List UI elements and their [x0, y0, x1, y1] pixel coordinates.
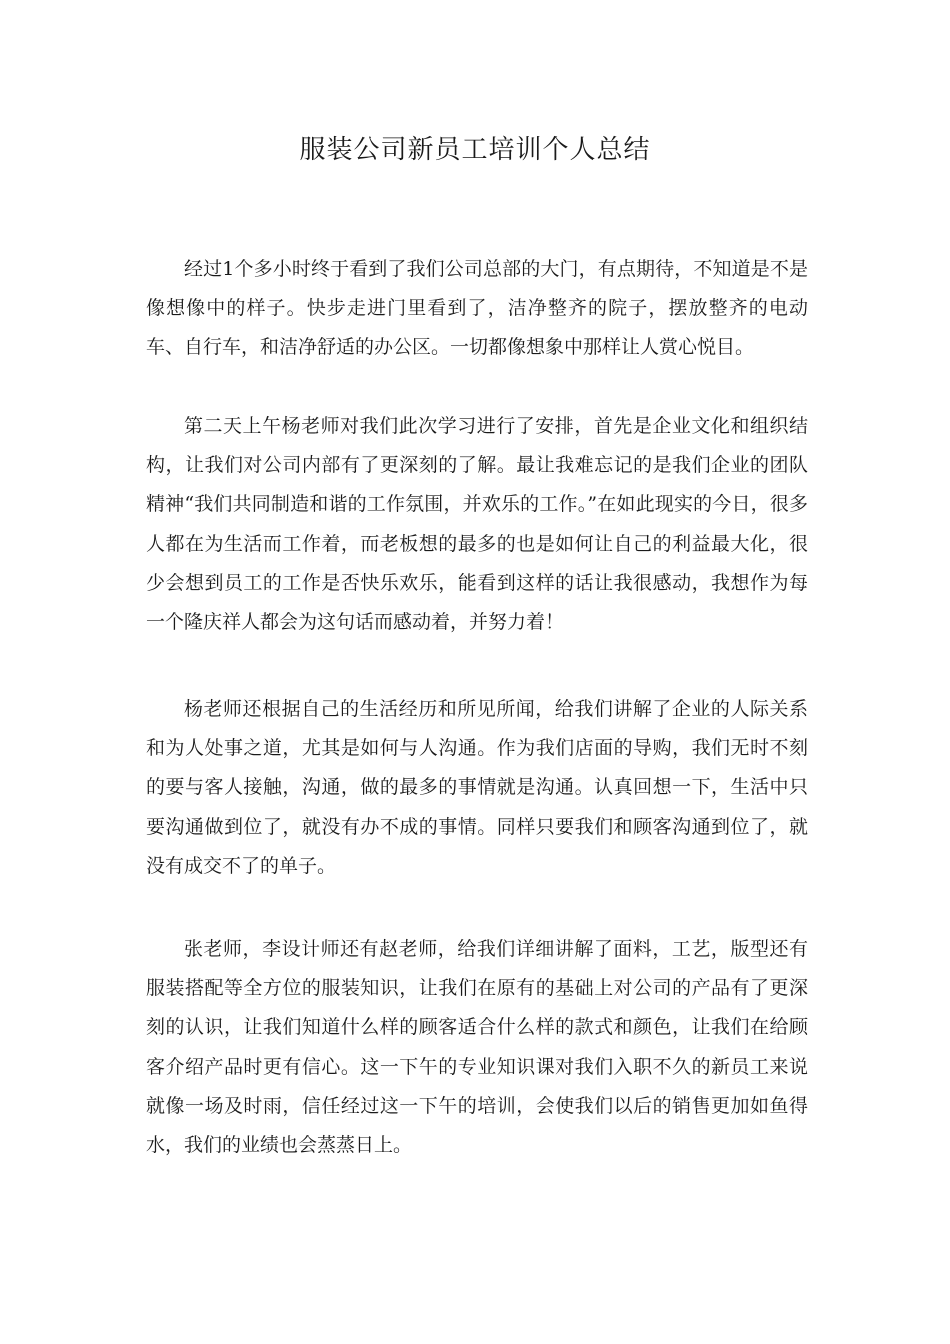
document-title: 服装公司新员工培训个人总结	[299, 135, 651, 165]
paragraph: 杨老师还根据自己的生活经历和所见所闻，给我们讲解了企业的人际关系和为人处事之道，尤其是如何与人沟通。作为我们店面的导购，我们无时不刻的要与客人接触，沟通，做的最多的事情就是沟通。认真回想一下，生活中只要沟通做到位了，就没有办不成的事情。同样只要我们和顾客沟通到位了，就没有成交不了的单子。	[146, 698, 808, 877]
paragraph: 第二天上午杨老师对我们此次学习进行了安排，首先是企业文化和组织结构，让我们对公司内部有了更深刻的了解。最让我难忘记的是我们企业的团队精神“我们共同制造和谐的工作氛围，并欢乐的工作。”在如此现实的今日，很多人都在为生活而工作着，而老板想的最多的也是如何让自己的利益最大化，很少会想到员工的工作是否快乐欢乐，能看到这样的话让我很感动，我想作为每一个隆庆祥人都会为这句话而感动着，并努力着！	[146, 415, 808, 634]
paragraph: 张老师，李设计师还有赵老师，给我们详细讲解了面料，工艺，版型还有服装搭配等全方位的服装知识，让我们在原有的基础上对公司的产品有了更深刻的认识，让我们知道什么样的顾客适合什么样的款式和颜色，让我们在给顾客介绍产品时更有信心。这一下午的专业知识课对我们入职不久的新员工来说就像一场及时雨，信任经过这一下午的培训，会使我们以后的销售更加如鱼得水，我们的业绩也会蒸蒸日上。	[146, 938, 808, 1157]
paragraph: 经过1个多小时终于看到了我们公司总部的大门，有点期待，不知道是不是像想像中的样子。快步走进门里看到了，洁净整齐的院子，摆放整齐的电动车、自行车，和洁净舒适的办公区。一切都像想象中那样让人赏心悦目。	[146, 258, 808, 359]
